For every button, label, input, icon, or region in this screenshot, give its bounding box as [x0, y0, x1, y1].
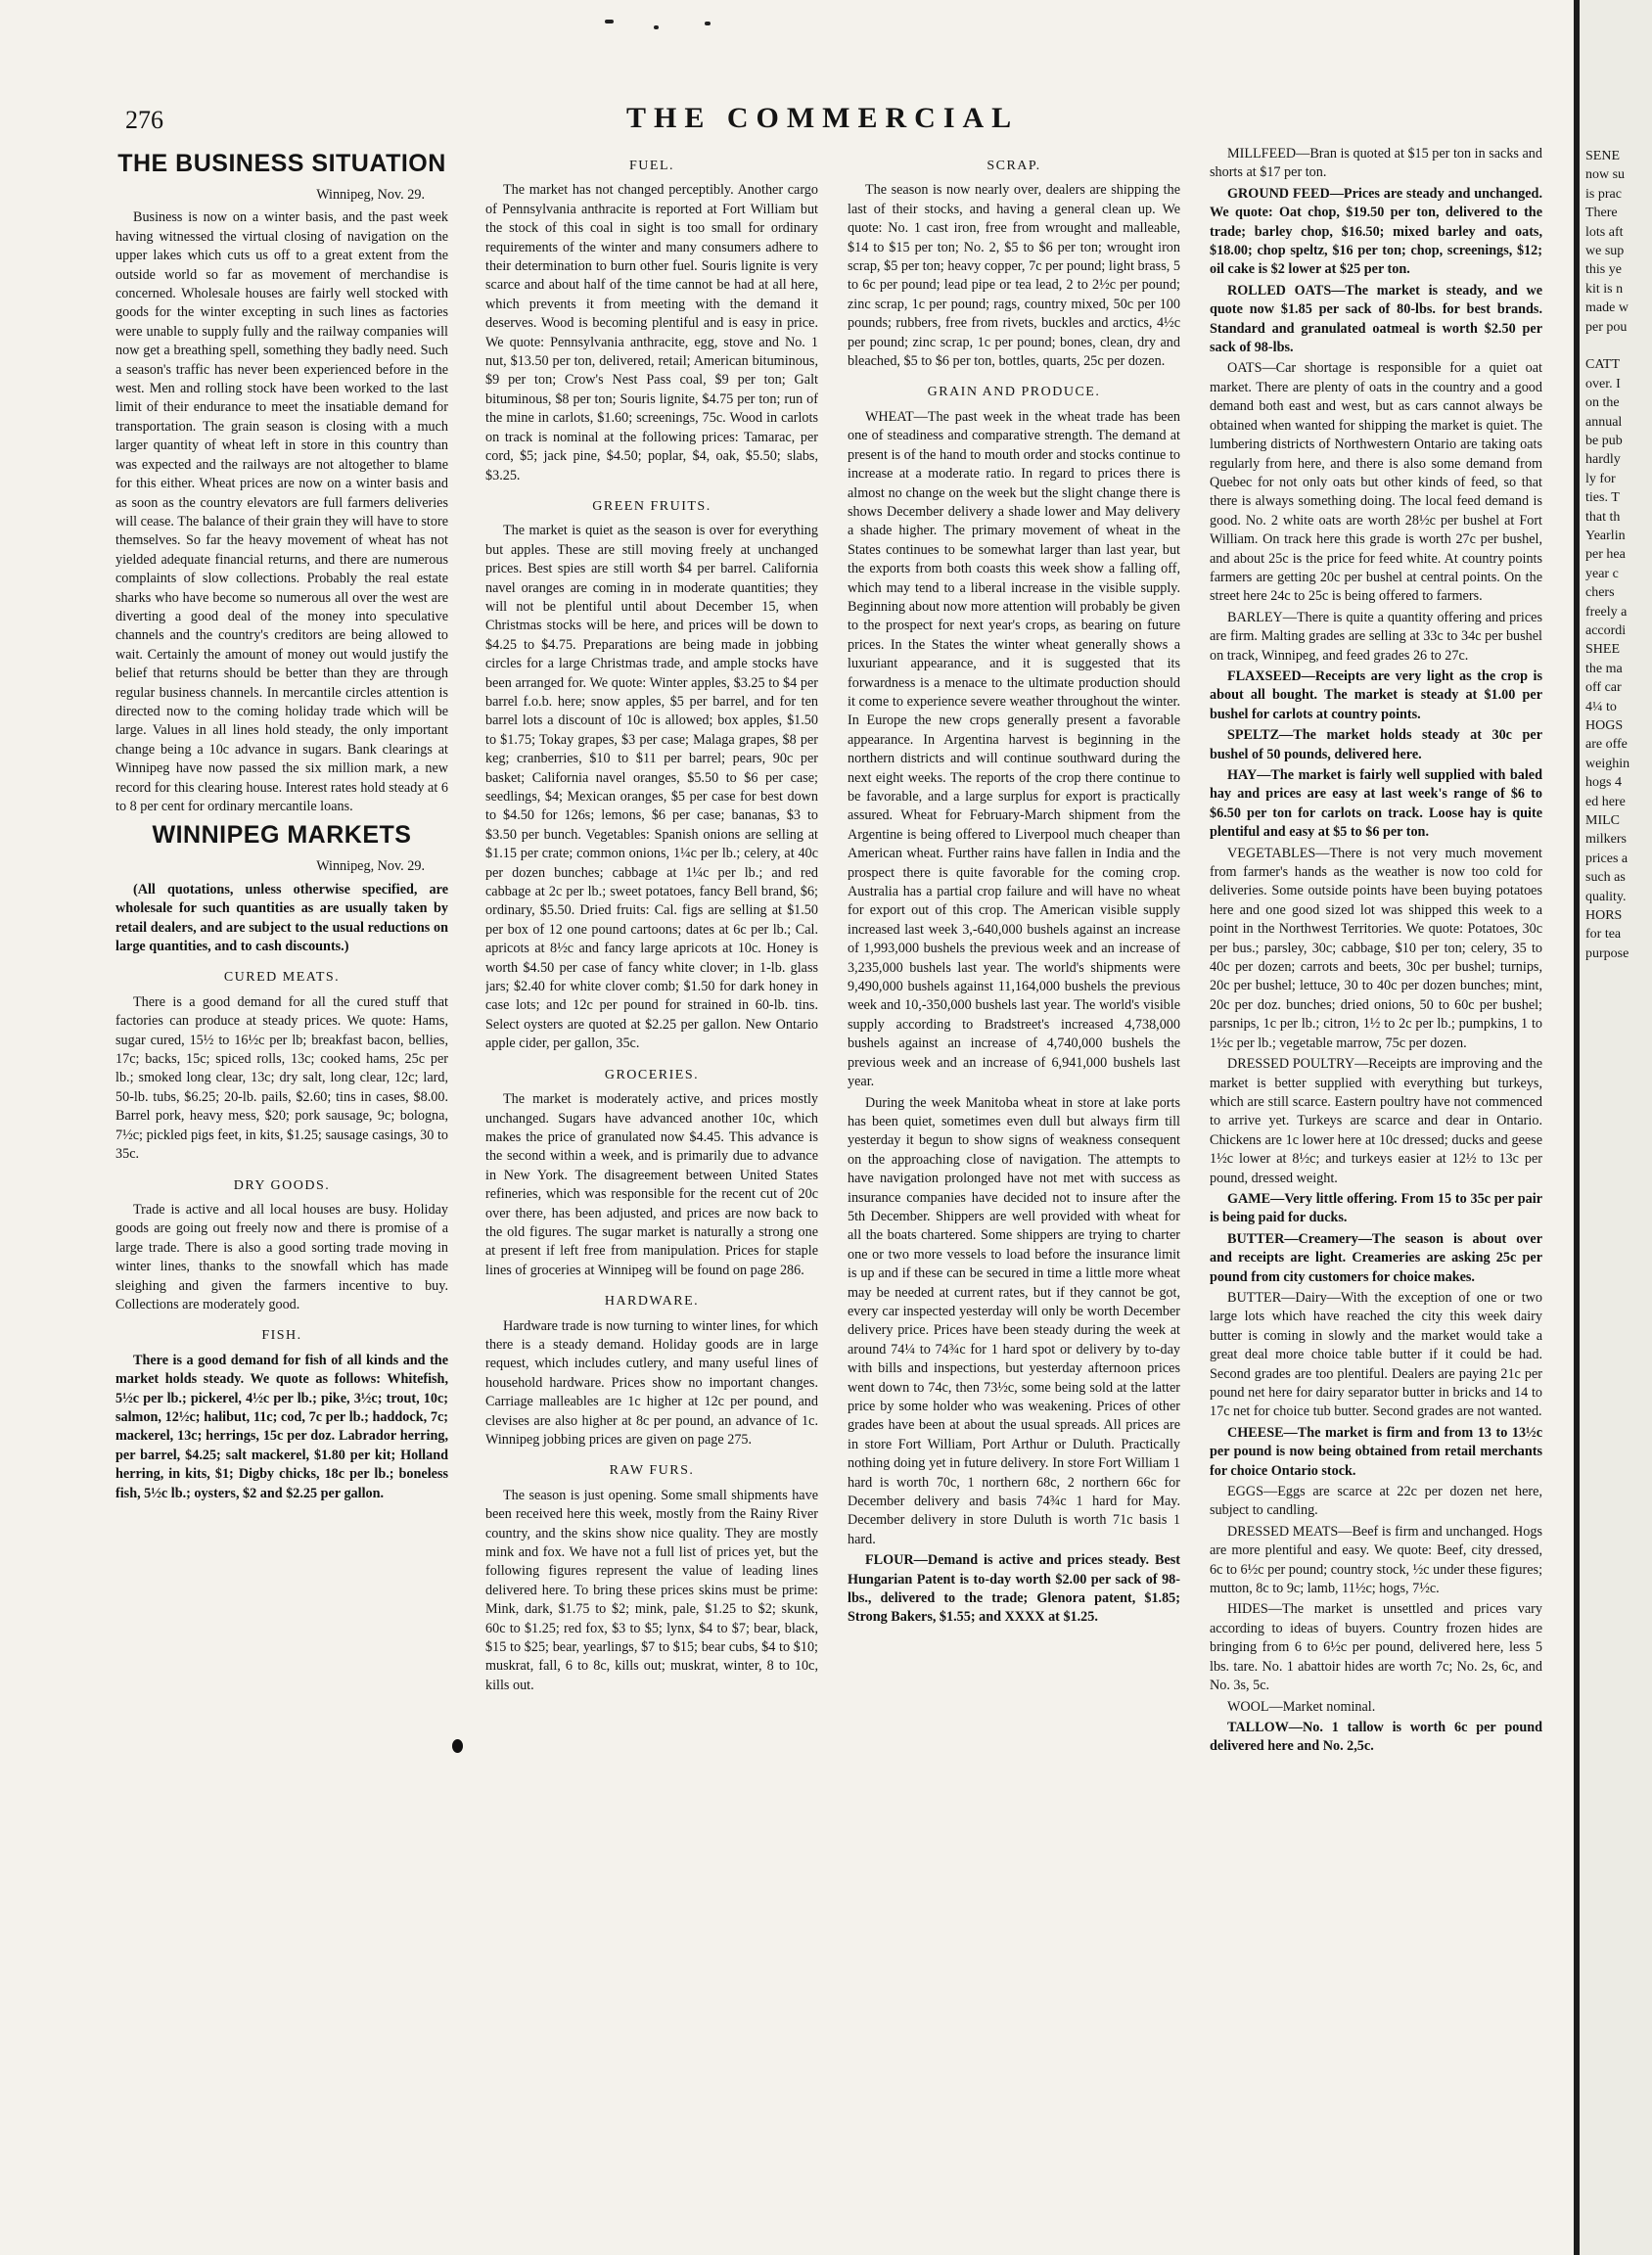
paragraph: Hardware trade is now turning to winter lines, for which there is a steady demand. Holiday goods are in large request, which includes cutlery, and many useful lines of household hardware. Prices show no important changes. Carriage malleables are 1c higher at 12c per pound, and clevises are also higher at 8c per pound, an advance of 1c. Winnipeg jobbing prices are given on page 275. [485, 1317, 818, 1448]
adjacent-page-text-fragment: are offe [1585, 737, 1628, 753]
market-section-heading: SCRAP. [987, 159, 1041, 173]
adjacent-page-text-fragment: freely a [1585, 604, 1628, 620]
paragraph: VEGETABLES—There is not very much movement from farmer's hands as the weather is now too cold for deliveries. Some outside points have been buying potatoes here and one good sized lot was shipped this week to a point in the Northwest Territories. We quote: Potatoes, 30c per bus.; parsley, 30c; cabbage, $10 per ton; celery, 35 to 40c per dozen; carrots and beets, 30c per bushel; turnips, 20c per bushel; lettuce, 30 to 40c per dozen bunches; mint, 20c per doz. bunches; dried onions, 50 to 60c per bushel; parsnips, 1c per lb.; citron, 1½ to 2c per lb.; pumpkins, 1 to 1½c per lb.; vegetable marrow, 75c per dozen. [1210, 845, 1542, 1051]
paragraph: MILLFEED—Bran is quoted at $15 per ton in sacks and shorts at $17 per ton. [1210, 146, 1542, 181]
adjacent-page-text-fragment: that th [1585, 509, 1621, 525]
paragraph: WOOL—Market nominal. [1227, 1698, 1376, 1715]
adjacent-page-text-fragment: ties. T [1585, 490, 1620, 506]
adjacent-page-text-fragment: purpose [1585, 945, 1629, 961]
market-section-heading: GRAIN AND PRODUCE. [927, 385, 1101, 400]
bold-paragraph: FLAXSEED—Receipts are very light as the crop is about all bought. The market is steady at $1.00 per bushel for carlots at country points. [1210, 667, 1542, 722]
scan-mark [654, 25, 659, 29]
bold-paragraph: HAY—The market is fairly well supplied with baled hay and prices are easy at last week's range of $6 to $6.50 per ton for carlots on track. Loose hay is quite plentiful and easy at $5 to $6 per ton. [1210, 767, 1542, 841]
adjacent-page-text-fragment: for tea [1585, 927, 1622, 943]
bold-paragraph: TALLOW—No. 1 tallow is worth 6c per pound delivered here and No. 2,5c. [1210, 1719, 1542, 1755]
adjacent-page-text-fragment: SENE [1585, 149, 1620, 163]
bold-paragraph: CHEESE—The market is firm and from 13 to 13½c per pound is now being obtained from retail merchants for choice Ontario stock. [1210, 1424, 1542, 1479]
dateline: Winnipeg, Nov. 29. [316, 858, 425, 875]
paragraph: BUTTER—Dairy—With the exception of one or two large lots which have reached the city this week dairy butter is coming in slowly and the market would take a great deal more choice table butter if it could be had. Second grades are too plentiful. Dealers are paying 21c per pound net here for dairy separator butter in bricks and 14 to 17c net for choice tub butter. Second grades are not wanted. [1210, 1289, 1542, 1420]
publication-title: THE COMMERCIAL [626, 102, 1020, 134]
page-number: 276 [125, 106, 163, 134]
market-section-heading: GROCERIES. [604, 1067, 700, 1082]
adjacent-page-text-fragment: made w [1585, 300, 1629, 316]
column-1 [115, 145, 448, 2230]
paragraph: During the week Manitoba wheat in store at lake ports has been quiet, sometimes even dull but always firm till yesterday it begun to show signs of weakness consequent on the approaching close of navigation. The attempts to have navigation prolonged have not met with success as insurance companies have decided not to insure after the 5th December. Shippers are well provided with wheat for all the boats chartered. Some shippers are trying to charter one or two more vessels to load before the insurance limit is up and if these can be secured in time a little more wheat may be needed at current rates, but if they cannot be got, every car inspected yesterday will only be worth December delivery price. Prices have been steady during the week at around 74¼ to 74¾c for 1 hard spot or delivery by to-day with bills and inspections, but yesterday afternoon prices went down to 74c, then 73½c, some being sold at the latter price by some holder who was weakening. Prices of other grades have been at about the usual spreads. All prices are in store Fort William, Port Arthur or Duluth. Practically nothing doing yet in future delivery. In store Fort William 1 hard is worth 70c, 1 northern 68c, 2 northern 66c for December delivery and basis 74¾c 1 hard for May. December delivery in store Duluth is worth 71c basis 1 hard. [848, 1094, 1180, 1547]
adjacent-page-text-fragment: be pub [1585, 434, 1623, 448]
adjacent-page-text-fragment: per pou [1585, 319, 1628, 335]
adjacent-page-text-fragment: accordi [1585, 623, 1627, 638]
adjacent-page-text-fragment: quality. [1585, 889, 1627, 904]
adjacent-page-text-fragment: weighin [1585, 756, 1630, 771]
adjacent-page-text-fragment: HORS [1585, 908, 1623, 923]
adjacent-page-text-fragment: ly for [1585, 471, 1616, 486]
adjacent-page-text-fragment: HOGS [1585, 718, 1624, 733]
paragraph: The season is just opening. Some small shipments have been received here this week, mostly from the Rainy River country, and the skins show nice quality. They are mostly mink and fox. We have not a full list of prices yet, but the following figures represent the value of leading lines delivered here. To bring these prices skins must be prime: Mink, dark, $1.75 to $2; mink, pale, $1.25 to $2; skunk, 60c to $1.25; red fox, $3 to $5; lynx, $4 to $7; bear, black, $15 to $25; bear, yearlings, $7 to $15; bear cubs, $4 to $10; muskrat, fall, 6 to 8c, kills out; muskrat, winter, 8 to 10c, kills out. [485, 1487, 818, 1693]
paragraph: Trade is active and all local houses are busy. Holiday goods are going out freely now and there is promise of a large trade. There is also a good sorting trade moving in winter lines, thanks to the snowfall which has made sleighing and given the farmers incentive to buy. Collections are moderately good. [115, 1201, 448, 1312]
paragraph: There is a good demand for all the cured stuff that factories can produce at steady prices. We quote: Hams, sugar cured, 15½ to 16½c per lb; breakfast bacon, bellies, 17c; backs, 15c; spiced rolls, 13c; cooked hams, 25c per lb.; smoked long clear, 13c; dry salt, long clear, 12c; lard, 50-lb. tubs, $6.25; 20-lb. pails, $2.60; tins in cases, $8.00. Barrel pork, heavy mess, $20; pork sausage, 9c; bologna, 7½c; pickled pigs feet, in kits, $1.25; sausage casings, 30 to 35c. [115, 993, 448, 1163]
scan-mark [705, 22, 711, 25]
ink-blot [452, 1739, 463, 1753]
adjacent-page-text-fragment: now su [1585, 167, 1626, 183]
paragraph: OATS—Car shortage is responsible for a quiet oat market. There are plenty of oats in the country and a good demand both east and west, but as cars cannot always be obtained when wanted for shipping the market is quiet. The lumbering districts of Northwestern Ontario are taking oats regularly from here, and there is also some demand from Quebec for not only oats but other kinds of feed, so that there is always something doing. The local feed demand is good. No. 2 white oats are worth 28½c per bushel at Fort William. On track here this grade is worth 27c per bushel, and about 25c is the price for feed white. At country points farmers are getting 20c per bushel at central points. On the street here 24c to 25c is being offered to farmers. [1210, 360, 1542, 605]
scan-mark [605, 20, 614, 23]
paragraph: Business is now on a winter basis, and the past week having witnessed the virtual closing of navigation on the upper lakes which cuts us off to a great extent from the outside world so far as movement of merchandise is concerned. Wholesale houses are fairly well stocked with goods for the winter excepting in such lines as factories were unable to supply fully and the railway companies will now get a breathing spell, something they badly need. Such a season's traffic has never been experienced before in the west. Men and rolling stock have been worked to the last limit of their endurance to meet the insatiable demand for transportation. The grain season is closing with a much larger quantity of wheat left in store in this country than was expected and the railways are not altogether to blame for this either. Wheat prices are now on a winter basis and as soon as the country elevators are full farmers deliveries will cease. The balance of their grain they will have to store themselves. So far the heavy movement of wheat has not yielded adequate financial returns, and there are numerous complaints of slow collections. Probably the real estate sharks who have become so numerous all over the west are diverting a good deal of the money into speculative channels and the country's creditors are being allowed to wait. Certainly the amount of money out would justify the belief that returns should be better than they are through regular business channels. In mercantile circles attention is directed now to the coming holiday trade which will be large. Values in all lines hold steady, the only important change being a 10c advance in sugars. Bank clearings at Winnipeg have now passed the six million mark, a new record for this clearing house. Interest rates hold steady at 6 to 8 per cent for ordinary mercantile loans. [115, 209, 448, 814]
bold-paragraph: GAME—Very little offering. From 15 to 35c per pair is being paid for ducks. [1210, 1190, 1542, 1226]
bold-paragraph: GROUND FEED—Prices are steady and unchanged. We quote: Oat chop, $19.50 per ton, delivered to the trade; barley chop, $16.50; mixed barley and oats, $18.00; chop speltz, $16 per ton; chop, screenings, $12; oil cake is $2 lower at $25 per ton. [1210, 185, 1542, 278]
adjacent-page-text-fragment: this ye [1585, 262, 1622, 278]
adjacent-page-text-fragment: off car [1585, 680, 1622, 696]
section-headline: THE BUSINESS SITUATION [117, 150, 446, 177]
adjacent-page-text-fragment: Yearlin [1585, 529, 1626, 543]
bold-paragraph: SPELTZ—The market holds steady at 30c per bushel of 50 pounds, delivered here. [1210, 727, 1542, 762]
paragraph: The market is quiet as the season is over for everything but apples. These are still moving freely at unchanged prices. Best spies are still worth $4 per barrel. California navel oranges are coming in in moderate quantities; they will not be plentiful until about December 15, when Christmas stocks will be here, and prices will be down to $4.25 to $4.75. Preparations are being made in jobbing circles for a large Christmas trade, and ample stocks have been arranged for. We quote: Winter apples, $3.25 to $4 per barrel f.o.b. here; snow apples, $5 per barrel, and for ten barrel lots a discount of 10c is allowed; box apples, $1.50 to $1.75; Tokay grapes, $3 per case; Malaga grapes, $8 per keg; cranberries, $10 to $11 per barrel; pears, 90c per basket; California navel oranges, $5.50 to $6 per case; seedlings, $4; Mexican oranges, $5 per case for best down to $4.50 for 126s; lemons, $6 per case; bananas, $3 to $3.50 per bunch. Vegetables: Spanish onions are selling at $1.15 per crate; common onions, 1¼c per lb.; celery, at 40c per dozen bunches; cabbage at 1¼c per lb.; and red cabbage at 2c per lb.; sweet potatoes, fancy Bell brand, $6; ordinary, $5.50. Dried fruits: Cal. figs are selling at $1.50 per box of 12 one pound cartoons; dates at 6c per lb.; Cal. apricots at 8½c and fancy large apricots at 10c. Honey is worth $4.50 per case of fancy white clover; in 1-lb. glass jars; $2.40 for white clover comb; $1.50 for dark honey in case lots; and 12c per pound for strained in 60-lb. tins. Select oysters are quoted at $2.25 per gallon. New Ontario apple cider, per gallon, 35c. [485, 523, 818, 1052]
adjacent-page-text-fragment: SHEE [1585, 642, 1620, 658]
adjacent-page-text-fragment: on the [1585, 395, 1620, 411]
column-4 [1210, 145, 1542, 2230]
adjacent-page-text-fragment: CATT [1585, 357, 1620, 373]
adjacent-page-text-fragment: prices a [1585, 851, 1629, 866]
adjacent-page-text-fragment: chers [1585, 585, 1615, 601]
market-section-heading: DRY GOODS. [233, 1177, 331, 1193]
adjacent-page-text-fragment: the ma [1585, 661, 1623, 676]
adjacent-page-text-fragment: we sup [1585, 244, 1625, 258]
adjacent-page-text-fragment: per hea [1585, 547, 1626, 563]
dateline: Winnipeg, Nov. 29. [316, 187, 425, 203]
section-headline: WINNIPEG MARKETS [152, 821, 412, 850]
adjacent-page-text-fragment: 4¼ to [1585, 699, 1617, 714]
adjacent-page-text-fragment: such as [1585, 870, 1626, 886]
paragraph: The market is moderately active, and prices mostly unchanged. Sugars have advanced another 10c, which makes the price of granulated now $4.45. This advance is the second within a week, and is primarily due to advance in New York. The disagreement between United States refineries, which was responsible for the recent cut of 20c over there, has been adjusted, and prices are now back to the old figures. The sugar market is naturally a strong one at present if left free from manipulation. Prices for staple lines of groceries at Winnipeg will be found on page 286. [485, 1091, 818, 1278]
adjacent-page-edge [1580, 0, 1652, 2255]
market-section-heading: HARDWARE. [604, 1294, 700, 1310]
market-section-heading: CURED MEATS. [223, 970, 341, 986]
adjacent-page-text-fragment: is prac [1585, 186, 1622, 202]
adjacent-page-text-fragment: MILC [1585, 813, 1620, 828]
paragraph: The season is now nearly over, dealers are shipping the last of their stocks, and having a general clean up. We quote: No. 1 cast iron, free from wrought and malleable, $14 to $15 per ton; No. 2, $5 to $6 per ton; wrought iron scrap, $5 per ton; heavy copper, 7c per pound; light brass, 5 to 6c per pound; lead pipe or tea lead, 2 to 2½c per pound; zinc scrap, 1c per pound; rags, country mixed, 50c per 100 pounds; rubbers, free from rivets, buckles and arctics, 4½c per pound; zinc scrap, 1c per pound; bones, clean, dry and bleached, $5 to $6 per ton, bottles, quarts, 25c per dozen. [848, 182, 1180, 370]
market-section-heading: RAW FURS. [609, 1463, 695, 1479]
column-2 [485, 145, 818, 2230]
paragraph: DRESSED POULTRY—Receipts are improving and the market is better supplied with everything but turkeys, which are still scarce. Eastern poultry have not commenced to arrive yet. Turkeys are scarce and dear in Ontario. Chickens are 1c lower here at 10c dressed; ducks and geese 1½c lower at 8½c; and turkeys easier at 12½ to 13c per pound, dressed weight. [1210, 1056, 1542, 1186]
adjacent-page-text-fragment: year c [1585, 566, 1619, 581]
paragraph: HIDES—The market is unsettled and prices vary according to ideas of buyers. Country frozen hides are bringing from 6 to 6½c per pound, delivered here, less 5 lbs. tare. No. 1 abattoir hides are worth 7c; No. 2s, 6c, and No. 3s, 5c. [1210, 1601, 1542, 1694]
paragraph: The market has not changed perceptibly. Another cargo of Pennsylvania anthracite is reported at Fort William but the stock of this coal in sight is too small for ordinary requirements of the winter and many consumers adhere to their determination to burn other fuel. Souris lignite is very scarce and about half of the time cannot be had at all here, which prevents it from meeting with the demand it deserves. Wood is becoming plentiful and is easy in price. We quote: Pennsylvania anthracite, egg, stove and No. 1 nut, $13.50 per ton, delivered, retail; American bituminous, $9 per ton; Crow's Nest Pass coal, $9 per ton; Galt bituminous, $8 per ton; Souris lignite, $4.75 per ton; run of the mine in carlots, $1.60; screenings, 75c. Wood in carlots on track is nominal at the following prices: Tamarac, per cord, $5; jack pine, $4.50; poplar, $4, oak, $5.50; slabs, $3.25. [485, 182, 818, 483]
adjacent-page-text-fragment: There [1585, 206, 1618, 221]
adjacent-page-text-fragment: hardly [1585, 452, 1621, 468]
bold-paragraph: FLOUR—Demand is active and prices steady. Best Hungarian Patent is to-day worth $2.00 per sack of 98-lbs., delivered to the trade; Glenora patent, $1.85; Strong Bakers, $1.55; and XXXX at $1.25. [848, 1552, 1180, 1626]
bold-paragraph: ROLLED OATS—The market is steady, and we quote now $1.85 per sack of 80-lbs. for best brands. Standard and granulated oatmeal is worth $2.50 per sack of 98-lbs. [1210, 282, 1542, 356]
paragraph: BARLEY—There is quite a quantity offering and prices are firm. Malting grades are selling at 33c to 34c per bushel on track, Winnipeg, and feed grades 26 to 27c. [1210, 609, 1542, 664]
bold-paragraph: BUTTER—Creamery—The season is about over and receipts are light. Creameries are asking 25c per pound from city customers for choice makes. [1210, 1230, 1542, 1285]
adjacent-page-text-fragment: over. I [1585, 376, 1621, 391]
bold-paragraph: (All quotations, unless otherwise specified, are wholesale for such quantities as are usually taken by retail dealers, and are subject to the usual reductions on large quantities, and to cash discounts.) [115, 881, 448, 955]
adjacent-page-text-fragment: ed here [1585, 794, 1626, 809]
adjacent-page-text-fragment: milkers [1585, 832, 1627, 848]
adjacent-page-text-fragment: kit is n [1585, 281, 1624, 297]
bold-paragraph: There is a good demand for fish of all kinds and the market holds steady. We quote as follows: Whitefish, 5½c per lb.; pickerel, 4½c per lb.; pike, 3½c; trout, 10c; salmon, 12½c; halibut, 11c; cod, 7c per lb.; haddock, 7c; mackerel, 13c; herrings, 15c per doz. Labrador herring, per barrel, $4.25; salt mackerel, $1.80 per kit; Holland herring, in kits, $1; Digby chicks, 18c per lb.; boneless fish, 5½c lb.; oysters, $2 and $2.25 per gallon. [115, 1352, 448, 1501]
adjacent-page-text-fragment: hogs 4 [1585, 775, 1622, 791]
paragraph: DRESSED MEATS—Beef is firm and unchanged. Hogs are more plentiful and easy. We quote: Beef, city dressed, 6c to 6½c per pound; country stock, ½c under these figures; mutton, 8c to 9c; lamb, 11½c; hogs, 7½c. [1210, 1523, 1542, 1597]
market-section-heading: GREEN FRUITS. [592, 498, 711, 514]
market-section-heading: FISH. [261, 1328, 302, 1344]
column-3 [848, 145, 1180, 2230]
paragraph: EGGS—Eggs are scarce at 22c per dozen net here, subject to candling. [1210, 1484, 1542, 1519]
adjacent-page-text-fragment: lots aft [1585, 224, 1624, 240]
adjacent-page-text-fragment: annual [1585, 414, 1623, 430]
paragraph: WHEAT—The past week in the wheat trade has been one of steadiness and comparative strength. The demand at present is of the hand to mouth order and stocks continue to increase at a moderate ratio. In regard to prices there is almost no change on the week but the slight change there is shows December delivery a shade lower and May delivery a shade higher. The primary movement of wheat in the States continues to be somewhat larger than last year, but the exports from both coasts this week show a falling off, which may tend to a liberal increase in the visible supply. Beginning about now more attention will probably be given to the prospect for next year's crops, as bearing on future prices. In the States the winter wheat generally shows a luxuriant appearance, and it is suggested that its forwardness is a menace to the ultimate production should it come to experience severe weather throughout the winter. In Europe the new crops generally present a favorable appearance. In Argentina harvest is beginning in the northern districts and will continue southward during the next eight weeks. The reports of the crop there continue to be favorable, and a large surplus for export is practically assured. Wheat for February-March shipment from the Argentine is being offered to Liverpool much cheaper than American wheat. Further rains have fallen in India and the prospect there is quite favorable for the coming crop. Australia has a partial crop failure and will have no wheat for export out of this crop. The American visible supply increased last week 3,-640,000 bushels against an increase of 1,993,000 bushels the previous week and an increase of 3,235,000 bushels last year. The world's shipments were 9,490,000 bushels against 11,164,000 bushels the previous week and 10,-350,000 bushels last year. The world's visible supply according to Bradstreet's increased 4,738,000 bushels against an increase of 4,740,000 bushels the previous week and an increase of 6,941,000 bushels last year. [848, 408, 1180, 1090]
market-section-heading: FUEL. [629, 159, 674, 173]
